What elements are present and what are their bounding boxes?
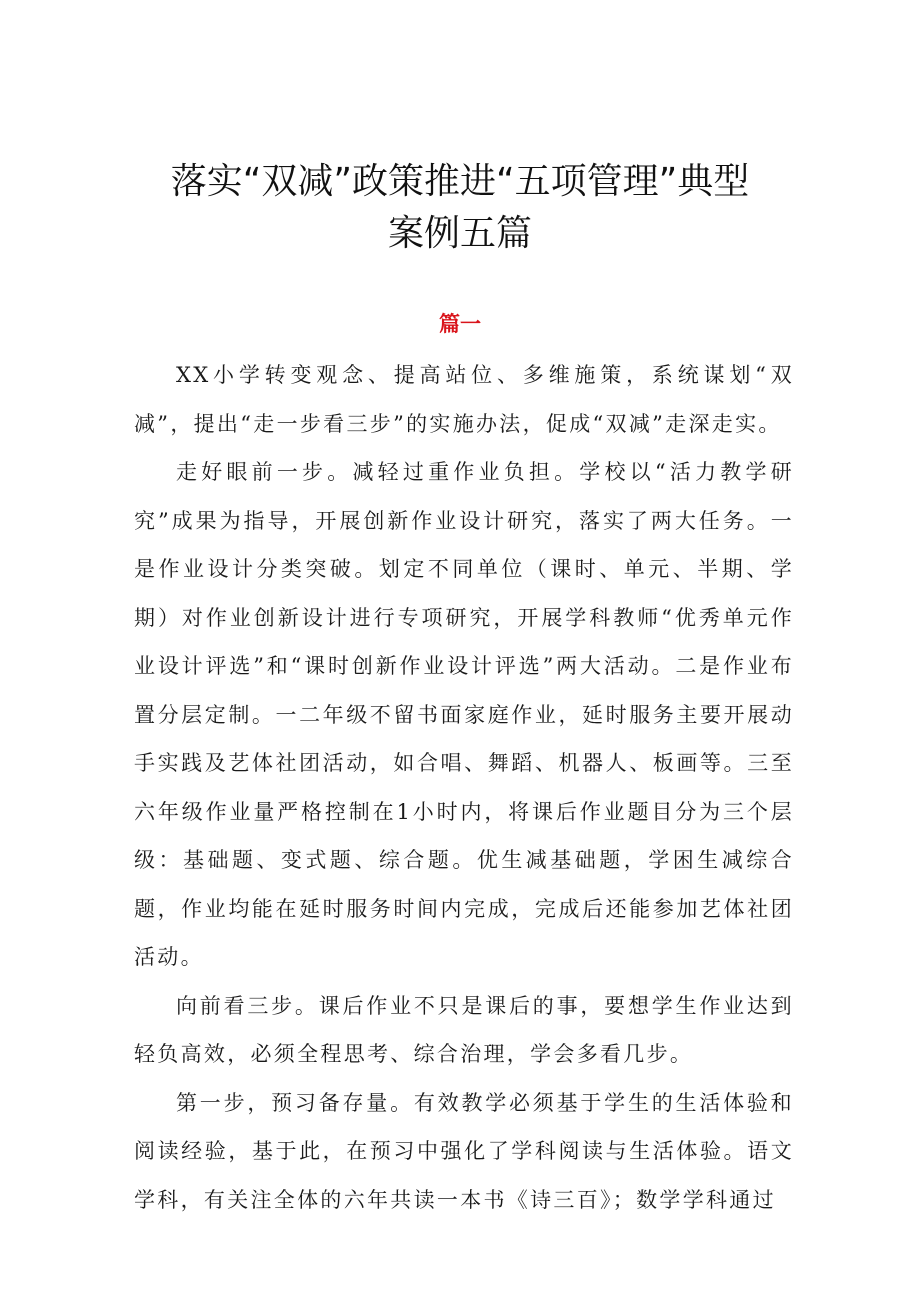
paragraph-2: 走好眼前一步。减轻过重作业负担。学校以“活力教学研究”成果为指导，开展创新作业设计研究，落实了两大任务。一是作业设计分类突破。划定不同单位（课时、单元、半期、学期）对作业创新设计进行专项研究，开展学科教师“优秀单元作业设计评选”和“课时创新作业设计评选”两大活动。二是作业布置分层定制。一二年级不留书面家庭作业，延时服务主要开展动手实践及艺体社团活动，如合唱、舞蹈、机器人、板画等。三至六年级作业量严格控制在1小时内，将课后作业题目分为三个层级：基础题、变式题、综合题。优生减基础题，学困生减综合题，作业均能在延时服务时间内完成，完成后还能参加艺体社团活动。	[134, 460, 794, 969]
document-title-line-1: 落实“双减”政策推进“五项管理”典型	[170, 161, 750, 202]
paragraph-3: 向前看三步。课后作业不只是课后的事，要想学生作业达到轻负高效，必须全程思考、综合治理，学会多看几步。	[134, 993, 794, 1066]
document-title-line-2: 案例五篇	[387, 213, 532, 254]
paragraph-4: 第一步，预习备存量。有效教学必须基于学生的生活体验和阅读经验，基于此，在预习中强化了学科阅读与生活体验。语文学科，有关注全体的六年共读一本书《诗三百》；数学学科通过	[134, 1090, 794, 1212]
paragraph-1: XX小学转变观念、提高站位、多维施策，系统谋划“双减”，提出“走一步看三步”的实施办法，促成“双减”走深走实。	[134, 363, 794, 436]
document-body	[134, 351, 794, 1224]
section-heading: 篇一	[439, 312, 481, 336]
